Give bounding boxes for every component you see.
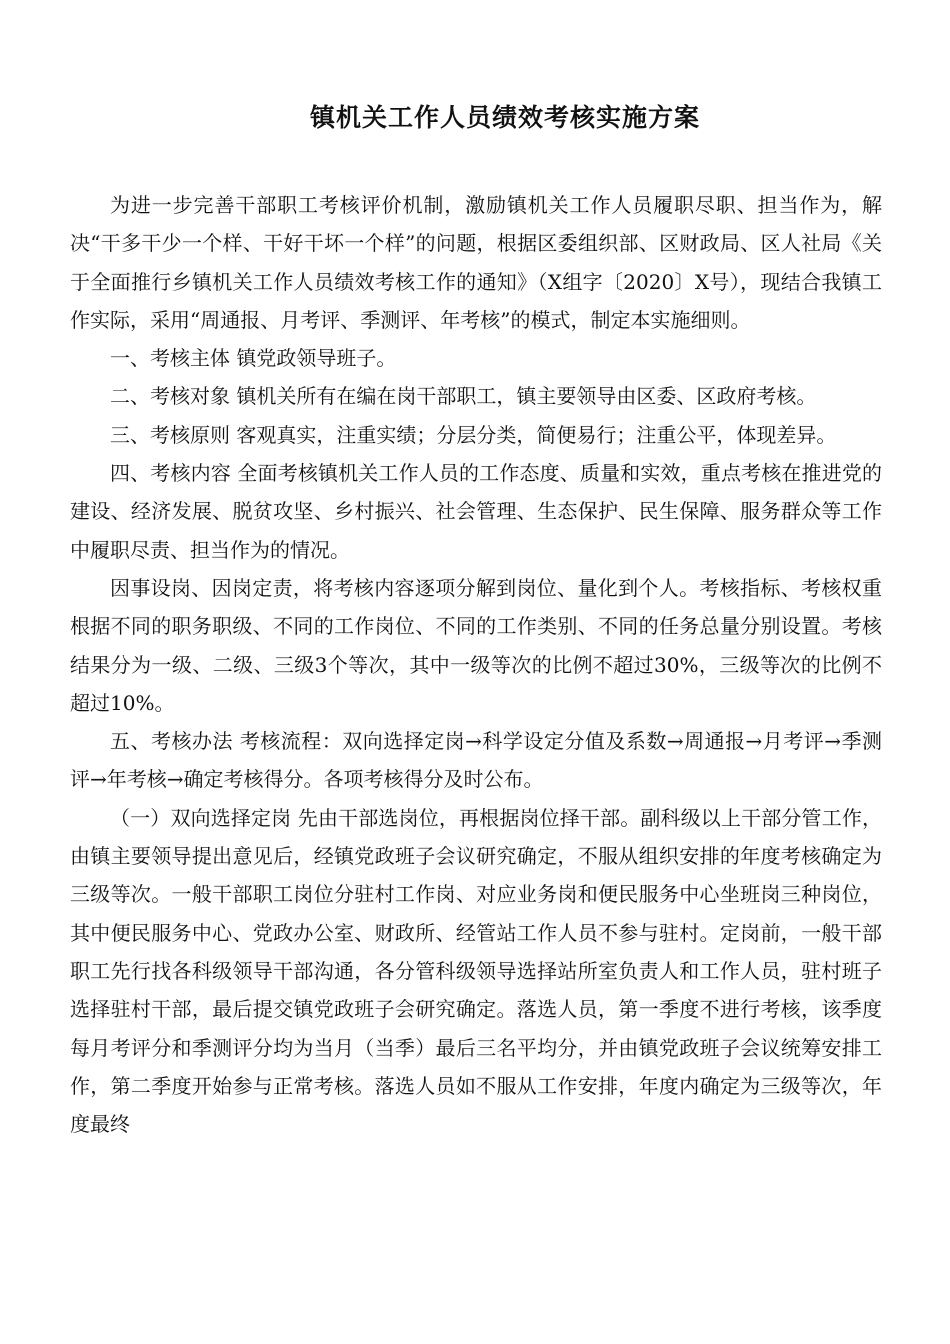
paragraph-principle: 三、考核原则 客观真实，注重实绩；分层分类，简便易行；注重公平，体现差异。 xyxy=(110,422,837,447)
document-body xyxy=(70,186,882,1143)
paragraph-method: 五、考核办法 考核流程：双向选择定岗→科学设定分值及系数→周通报→月考评→季测评→年考核→确定考核得分。各项考核得分及时公布。 xyxy=(70,729,882,792)
paragraph-intro: 为进一步完善干部职工考核评价机制，激励镇机关工作人员履职尽职、担当作为，解决“干多干少一个样、干好干坏一个样”的问题，根据区委组织部、区财政局、区人社局《关于全面推行乡镇机关工作人员绩效考核工作的通知》（X组字〔2020〕X号），现结合我镇工作实际，采用“周通报、月考评、季测评、年考核”的模式，制定本实施细则。 xyxy=(70,193,882,332)
paragraph-object: 二、考核对象 镇机关所有在编在岗干部职工，镇主要领导由区委、区政府考核。 xyxy=(110,384,817,409)
paragraph-subject: 一、考核主体 镇党政领导班子。 xyxy=(110,346,397,371)
document-title: 镇机关工作人员绩效考核实施方案 xyxy=(309,103,700,132)
paragraph-positions: 因事设岗、因岗定责，将考核内容逐项分解到岗位、量化到个人。考核指标、考核权重根据不同的职务职级、不同的工作岗位、不同的工作类别、不同的任务总量分别设置。考核结果分为一级、二级、三级3个等次，其中一级等次的比例不超过30%，三级等次的比例不超过10%。 xyxy=(70,575,882,715)
paragraph-selection: （一）双向选择定岗 先由干部选岗位，再根据岗位择干部。副科级以上干部分管工作，由镇主要领导提出意见后，经镇党政班子会议研究确定，不服从组织安排的年度考核确定为三级等次。一般干部职工岗位分驻村工作岗、对应业务岗和便民服务中心坐班岗三种岗位，其中便民服务中心、党政办公室、财政所、经管站工作人员不参与驻村。定岗前，一般干部职工先行找各科级领导干部沟通，各分管科级领导选择站所室负责人和工作人员，驻村班子选择驻村干部，最后提交镇党政班子会研究确定。落选人员，第一季度不进行考核，该季度每月考评分和季测评分均为当月（当季）最后三名平均分，并由镇党政班子会议统筹安排工作，第二季度开始参与正常考核。落选人员如不服从工作安排，年度内确定为三级等次，年度最终 xyxy=(70,805,882,1137)
paragraph-content: 四、考核内容 全面考核镇机关工作人员的工作态度、质量和实效，重点考核在推进党的建设、经济发展、脱贫攻坚、乡村振兴、社会管理、生态保护、民生保障、服务群众等工作中履职尽责、担当作为的情况。 xyxy=(70,461,882,562)
